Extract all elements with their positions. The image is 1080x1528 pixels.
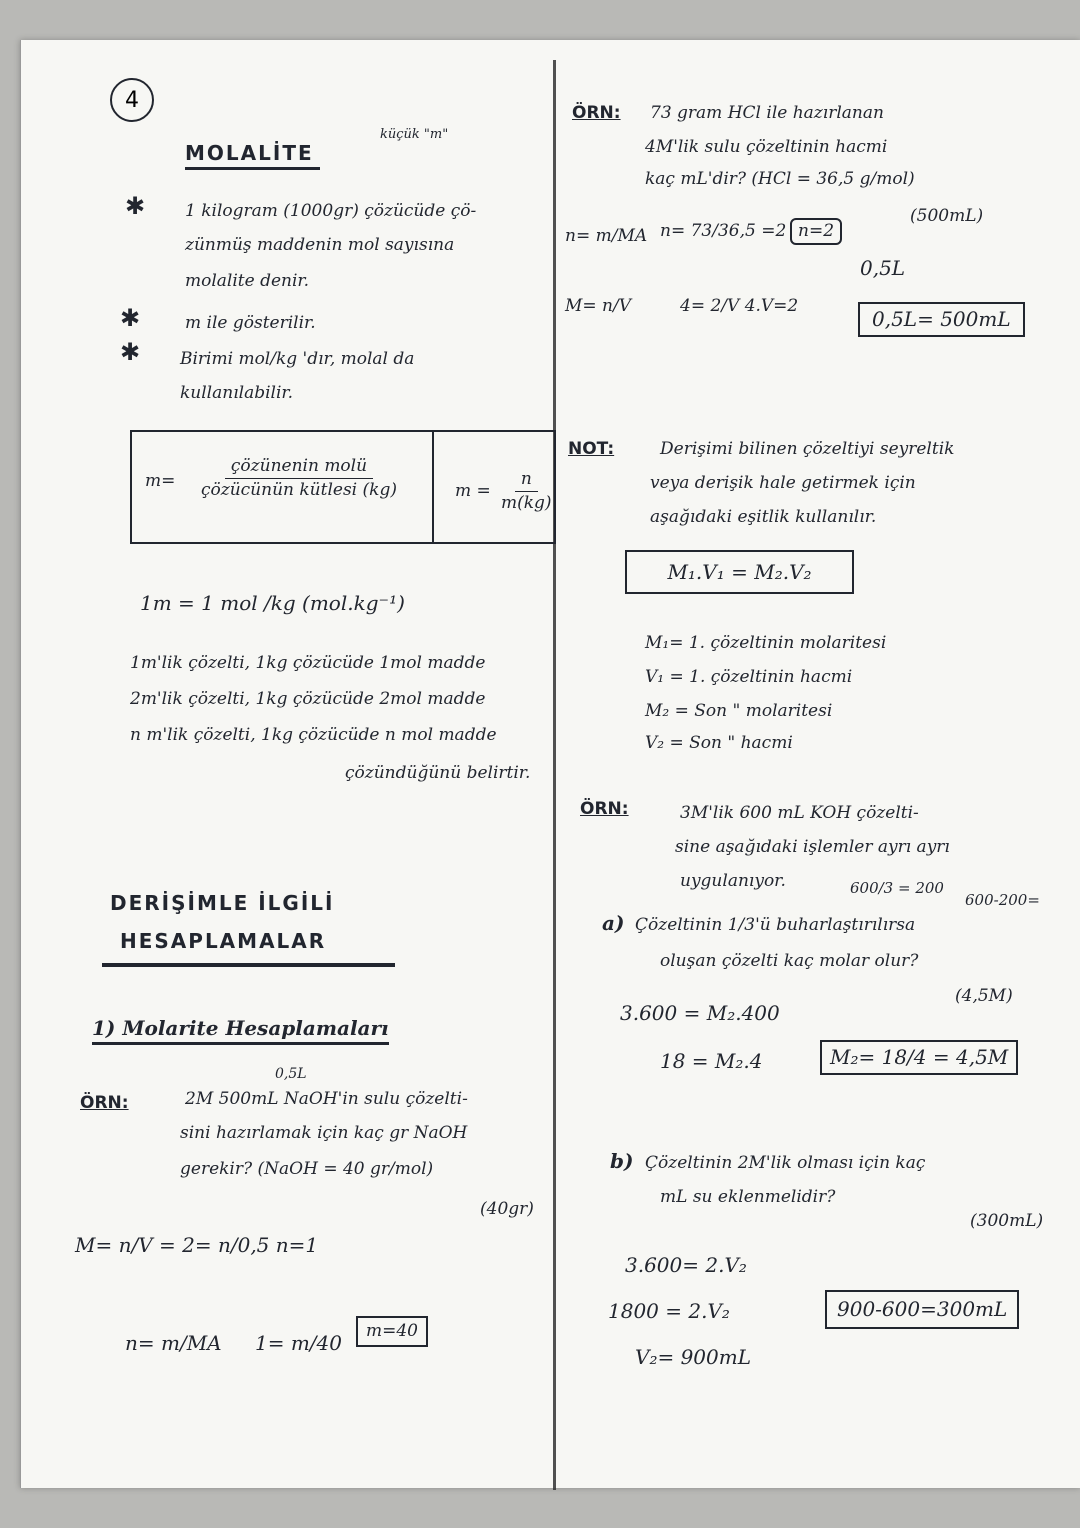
not-line-2: veya derişik hale getirmek için xyxy=(650,473,916,493)
solution1-volume-calc: 4= 2/V 4.V=2 xyxy=(680,296,799,316)
formula-denominator: çözücünün kütlesi (kg) xyxy=(201,479,397,500)
notebook-page xyxy=(20,40,1080,1488)
bullet-symbol: m ile gösterilir. xyxy=(185,313,316,333)
v1-definition: V₁ = 1. çözeltinin hacmi xyxy=(645,667,853,687)
question1-line-3: kaç mL'dir? (HCl = 36,5 g/mol) xyxy=(645,169,915,189)
calc-title-underline xyxy=(102,963,395,967)
solution1-note: 0,5L xyxy=(860,256,906,280)
formula-lhs: m= xyxy=(145,471,176,491)
bullet-unit-line-1: Birimi mol/kg 'dır, molal da xyxy=(180,349,415,369)
question-line-2: sini hazırlamak için kaç gr NaOH xyxy=(180,1123,468,1143)
solution1-result-box: 0,5L= 500mL xyxy=(858,302,1025,337)
ornek-label: ÖRN: xyxy=(572,103,621,123)
question-a-line-2: oluşan çözelti kaç molar olur? xyxy=(660,951,919,971)
question1-line-2: 4M'lik sulu çözeltinin hacmi xyxy=(645,137,888,157)
question1-answer: (500mL) xyxy=(910,206,984,226)
solution-a-line-1: 3.600 = M₂.400 xyxy=(620,1001,780,1025)
definition-line-3: molalite denir. xyxy=(185,271,310,291)
question2-side-calc: 600/3 = 200 xyxy=(850,879,944,897)
solution-result-box: m=40 xyxy=(356,1316,428,1347)
ornek-label: ÖRN: xyxy=(580,799,629,819)
example-line-2: 2m'lik çözelti, 1kg çözücüde 2mol madde xyxy=(130,689,486,709)
not-line-3: aşağıdaki eşitlik kullanılır. xyxy=(650,507,877,527)
question-line-3: gerekir? (NaOH = 40 gr/mol) xyxy=(180,1159,434,1179)
solution-a-result-box: M₂= 18/4 = 4,5M xyxy=(820,1040,1018,1075)
unit-definition: 1m = 1 mol /kg (mol.kg⁻¹) xyxy=(140,591,405,615)
calc-title-line-1: DERİŞİMLE İLGİLİ xyxy=(110,891,335,915)
question-answer: (40gr) xyxy=(480,1199,534,1219)
question-b-answer: (300mL) xyxy=(970,1211,1044,1231)
solution-b-line-2: 1800 = 2.V₂ xyxy=(608,1299,730,1323)
solution-line-1: M= n/V = 2= n/0,5 n=1 xyxy=(75,1233,319,1257)
question2-side-calc-2: 600-200= xyxy=(965,891,1040,909)
solution1-n-box: n=2 xyxy=(790,218,842,245)
solution-b-line-3: V₂= 900mL xyxy=(635,1345,751,1369)
question-b-line-1: Çözeltinin 2M'lik olması için kaç xyxy=(645,1153,926,1173)
star-bullet-icon: ✱ xyxy=(125,192,146,220)
calc-title-line-2: HESAPLAMALAR xyxy=(120,929,327,953)
definition-line-2: zünmüş maddenin mol sayısına xyxy=(185,235,455,255)
question2-line-3: uygulanıyor. xyxy=(680,871,786,891)
solution-a-line-2: 18 = M₂.4 xyxy=(660,1049,763,1073)
formula2-lhs: m = xyxy=(455,481,491,501)
question1-line-1: 73 gram HCl ile hazırlanan xyxy=(650,103,884,123)
formula-numerator: çözünenin molü xyxy=(225,455,373,479)
question-a-label: a) xyxy=(602,911,625,935)
not-line-1: Derişimi bilinen çözeltiyi seyreltik xyxy=(660,439,955,459)
question-a-answer: (4,5M) xyxy=(955,986,1013,1006)
question-b-line-2: mL su eklenmelidir? xyxy=(660,1187,836,1207)
formula-fraction xyxy=(195,455,403,502)
question-line-1: 2M 500mL NaOH'in sulu çözelti- xyxy=(185,1089,468,1109)
star-bullet-icon: ✱ xyxy=(120,304,141,332)
question-a-line-1: Çözeltinin 1/3'ü buharlaştırılırsa xyxy=(635,915,916,935)
m2-definition: M₂ = Son " molaritesi xyxy=(645,701,833,721)
example-line-4: çözündüğünü belirtir. xyxy=(345,763,531,783)
star-bullet-icon: ✱ xyxy=(120,338,141,366)
molarite-section-title: 1) Molarite Hesaplamaları xyxy=(92,1015,389,1045)
page-margin-line xyxy=(20,40,21,1488)
solution-line-2: n= m/MA xyxy=(125,1331,222,1355)
dilution-equation-box: M₁.V₁ = M₂.V₂ xyxy=(625,550,854,594)
solution1-n-calc: n= 73/36,5 =2 xyxy=(660,221,787,241)
m1-definition: M₁= 1. çözeltinin molaritesi xyxy=(645,633,887,653)
column-divider xyxy=(553,60,556,1490)
molalite-title: MOLALİTE xyxy=(185,140,320,170)
molalite-note: küçük "m" xyxy=(380,127,449,142)
example-line-3: n m'lik çözelti, 1kg çözücüde n mol madde xyxy=(130,725,497,745)
question-note: 0,5L xyxy=(275,1066,307,1082)
question-b-label: b) xyxy=(610,1149,634,1173)
formula2-fraction xyxy=(495,468,558,515)
definition-line-1: 1 kilogram (1000gr) çözücüde çö- xyxy=(185,201,477,221)
question2-line-1: 3M'lik 600 mL KOH çözelti- xyxy=(680,803,919,823)
solution-b-result-box: 900-600=300mL xyxy=(825,1290,1019,1329)
question2-line-2: sine aşağıdaki işlemler ayrı ayrı xyxy=(675,837,950,857)
formula2-numerator: n xyxy=(515,468,538,492)
page-number: 4 xyxy=(110,78,154,122)
solution1-n-formula: n= m/MA xyxy=(565,226,648,246)
example-line-1: 1m'lik çözelti, 1kg çözücüde 1mol madde xyxy=(130,653,486,673)
bullet-unit-line-2: kullanılabilir. xyxy=(180,383,294,403)
v2-definition: V₂ = Son " hacmi xyxy=(645,733,793,753)
ornek-label: ÖRN: xyxy=(80,1093,129,1113)
solution-b-line-1: 3.600= 2.V₂ xyxy=(625,1253,747,1277)
solution-line-3: 1= m/40 xyxy=(255,1331,342,1355)
not-label: NOT: xyxy=(568,439,615,459)
formula2-denominator: m(kg) xyxy=(501,492,552,513)
solution1-m-formula: M= n/V xyxy=(565,296,632,316)
